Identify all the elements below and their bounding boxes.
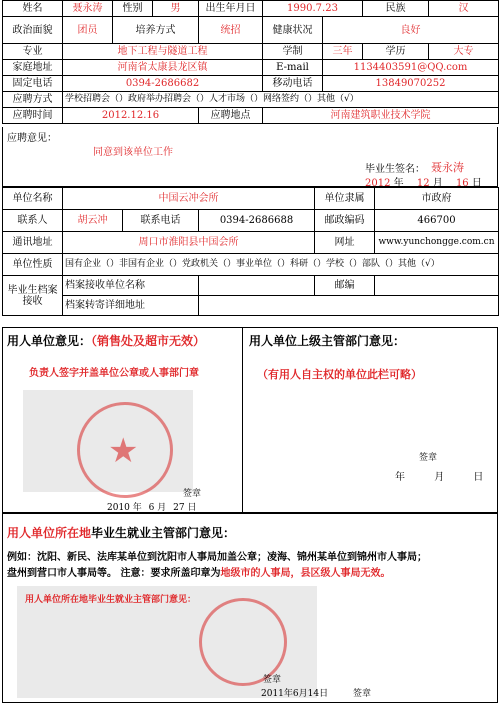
email-label: E-mail [263,60,323,76]
employer-date-year: 2010 [107,503,130,513]
unit-nature-options: 国有企业（）非国有企业（）党政机关（）事业单位（）科研（）学校（）部队（）其他（√） [63,254,499,276]
email-value: 1134403591@QQ.com [323,60,499,76]
major-value: 地下工程与隧道工程 [63,44,263,60]
unit-nature-label: 单位性质 [3,254,63,276]
training-label: 培养方式 [113,17,199,44]
website-value: www.yunchongge.com.cn [375,232,499,254]
opinion-date-day-unit: 日 [471,178,482,189]
local-authority-title-black: 毕业生就业主管部门意见： [91,526,236,540]
gender-label: 性别 [113,1,153,17]
mobile-value: 13849070252 [323,76,499,92]
health-value: 良好 [323,17,499,44]
employer-date-year-unit: 年 [132,503,142,513]
political-value: 团员 [63,17,113,44]
dob-value: 1990.7.23 [263,1,363,17]
line2-part-a: 盘州到营口市人事局等。 注意：要求所盖印章为 [7,568,221,579]
unit-info-table [2,187,499,316]
postcode-label: 邮政编码 [315,210,375,232]
place-value: 河南建筑职业技术学院 [263,108,499,124]
employer-opinion-title [7,332,205,349]
employer-date-day: 27 [173,503,185,513]
paper-date: 2011年6月14日 [261,689,329,699]
mobile-label: 移动电话 [263,76,323,92]
archive-postal-label: 邮编 [315,276,375,296]
row-unit-name [3,188,499,210]
method-options: 学校招聘会（）政府举办招聘会（）人才市场（）网络签约（）其他（√） [63,92,499,108]
gender-value: 男 [153,1,199,17]
opinion-date-year: 2012 [365,178,391,189]
employment-form [2,0,498,703]
employer-sign-label: 签章 [183,489,202,499]
local-authority-title [7,524,235,541]
ethnic-value: 汉 [429,1,499,17]
name-value: 聂永涛 [63,1,113,17]
edu-value: 大专 [429,44,499,60]
opinion-text: 同意到该单位工作 [93,147,173,158]
archive-unit-value [199,276,315,296]
mail-address-value: 周口市淮阳县中国会所 [63,232,315,254]
employer-opinion-row [2,327,498,513]
row-phone [3,76,499,92]
superior-note: （有用人自主权的单位此栏可略） [257,368,422,381]
time-value: 2012.12.16 [63,108,199,124]
contact-phone-value: 0394-2686688 [199,210,315,232]
employer-note: （销售处及超市无效） [91,334,206,348]
opinion-date-month-unit: 月 [432,178,443,189]
employer-seal [77,402,173,498]
employer-date-day-unit: 日 [187,503,197,513]
star-icon: ★ [108,431,139,471]
superior-year-unit: 年 [395,472,405,483]
local-authority-line1: 例如：沈阳、新民、法库某单位到沈阳市人事局加盖公章；凌海、锦州某单位到锦州市人事局； [7,552,427,563]
archive-unit-label: 档案接收单位名称 [63,276,199,296]
employer-sign-instruction: 负责人签字并盖单位公章或人事部门章 [29,368,199,379]
paper-heading: 用人单位所在地毕业生就业主管部门意见： [25,595,197,605]
archive-transfer-label: 档案转寄详细地址 [63,296,199,316]
row-mail-address [3,232,499,254]
dob-label: 出生年月日 [199,1,263,17]
row-major [3,44,499,60]
employer-title: 用人单位意见： [7,334,92,348]
address-value: 河南省太康县龙区镇 [63,60,263,76]
opinion-date-year-unit: 年 [393,178,404,189]
local-authority-title-red: 用人单位所在地 [7,526,92,540]
line2-part-b: 地级市的人事局，县区级人事局无效。 [220,568,391,579]
signature-label: 毕业生签名： [365,164,425,175]
superior-title: 用人单位上级主管部门意见： [249,334,406,348]
local-authority-line2 [7,564,390,579]
row-archive-unit [3,276,499,296]
employer-opinion-box [3,328,243,512]
political-label: 政治面貌 [3,17,63,44]
opinion-date-day: 16 [455,178,469,189]
row-address [3,60,499,76]
unit-affil-label: 单位隶属 [315,188,375,210]
name-label: 姓名 [3,1,63,17]
system-label: 学制 [263,44,323,60]
superior-opinion-box [243,328,497,512]
superior-month-unit: 月 [434,472,445,483]
ethnic-label: 民族 [363,1,429,17]
phone-value: 0394-2686682 [63,76,263,92]
row-unit-nature [3,254,499,276]
row-name [3,1,499,17]
address-label: 家庭地址 [3,60,63,76]
employer-date-month-unit: 月 [157,503,167,513]
opinion-section [2,127,498,187]
local-authority-sign-label: 签章 [353,689,372,699]
system-value: 三年 [323,44,363,60]
row-time [3,108,499,124]
opinion-label: 应聘意见： [7,133,57,144]
place-label: 应聘地点 [199,108,263,124]
archive-transfer-value [199,296,499,316]
archive-postal-value [375,276,499,296]
local-authority-section [2,513,498,703]
signature-name: 聂永涛 [431,161,464,174]
contact-label: 联系人 [3,210,63,232]
time-label: 应聘时间 [3,108,63,124]
row-political [3,17,499,44]
postcode-value: 466700 [375,210,499,232]
superior-day-unit: 日 [473,472,484,483]
unit-name-label: 单位名称 [3,188,63,210]
training-value: 统招 [199,17,263,44]
mail-address-label: 通讯地址 [3,232,63,254]
superior-date [395,468,483,483]
unit-affil-value: 市政府 [375,188,499,210]
contact-value: 胡云冲 [63,210,123,232]
major-label: 专业 [3,44,63,60]
edu-label: 学历 [363,44,429,60]
website-label: 网址 [315,232,375,254]
archive-label: 毕业生档案接收 [3,276,63,316]
contact-phone-label: 联系电话 [123,210,199,232]
employer-date [107,500,197,513]
method-label: 应聘方式 [3,92,63,108]
health-label: 健康状况 [263,17,323,44]
basic-info-table [2,0,499,124]
row-archive-transfer [3,296,499,316]
superior-sign-label: 签章 [419,453,438,463]
row-contact [3,210,499,232]
phone-label: 固定电话 [3,76,63,92]
employer-date-month: 6 [148,503,155,513]
unit-name-value: 中国云冲会所 [63,188,315,210]
opinion-date-month: 12 [416,178,430,189]
paper-sign-label: 签章 [263,675,282,685]
row-method [3,92,499,108]
